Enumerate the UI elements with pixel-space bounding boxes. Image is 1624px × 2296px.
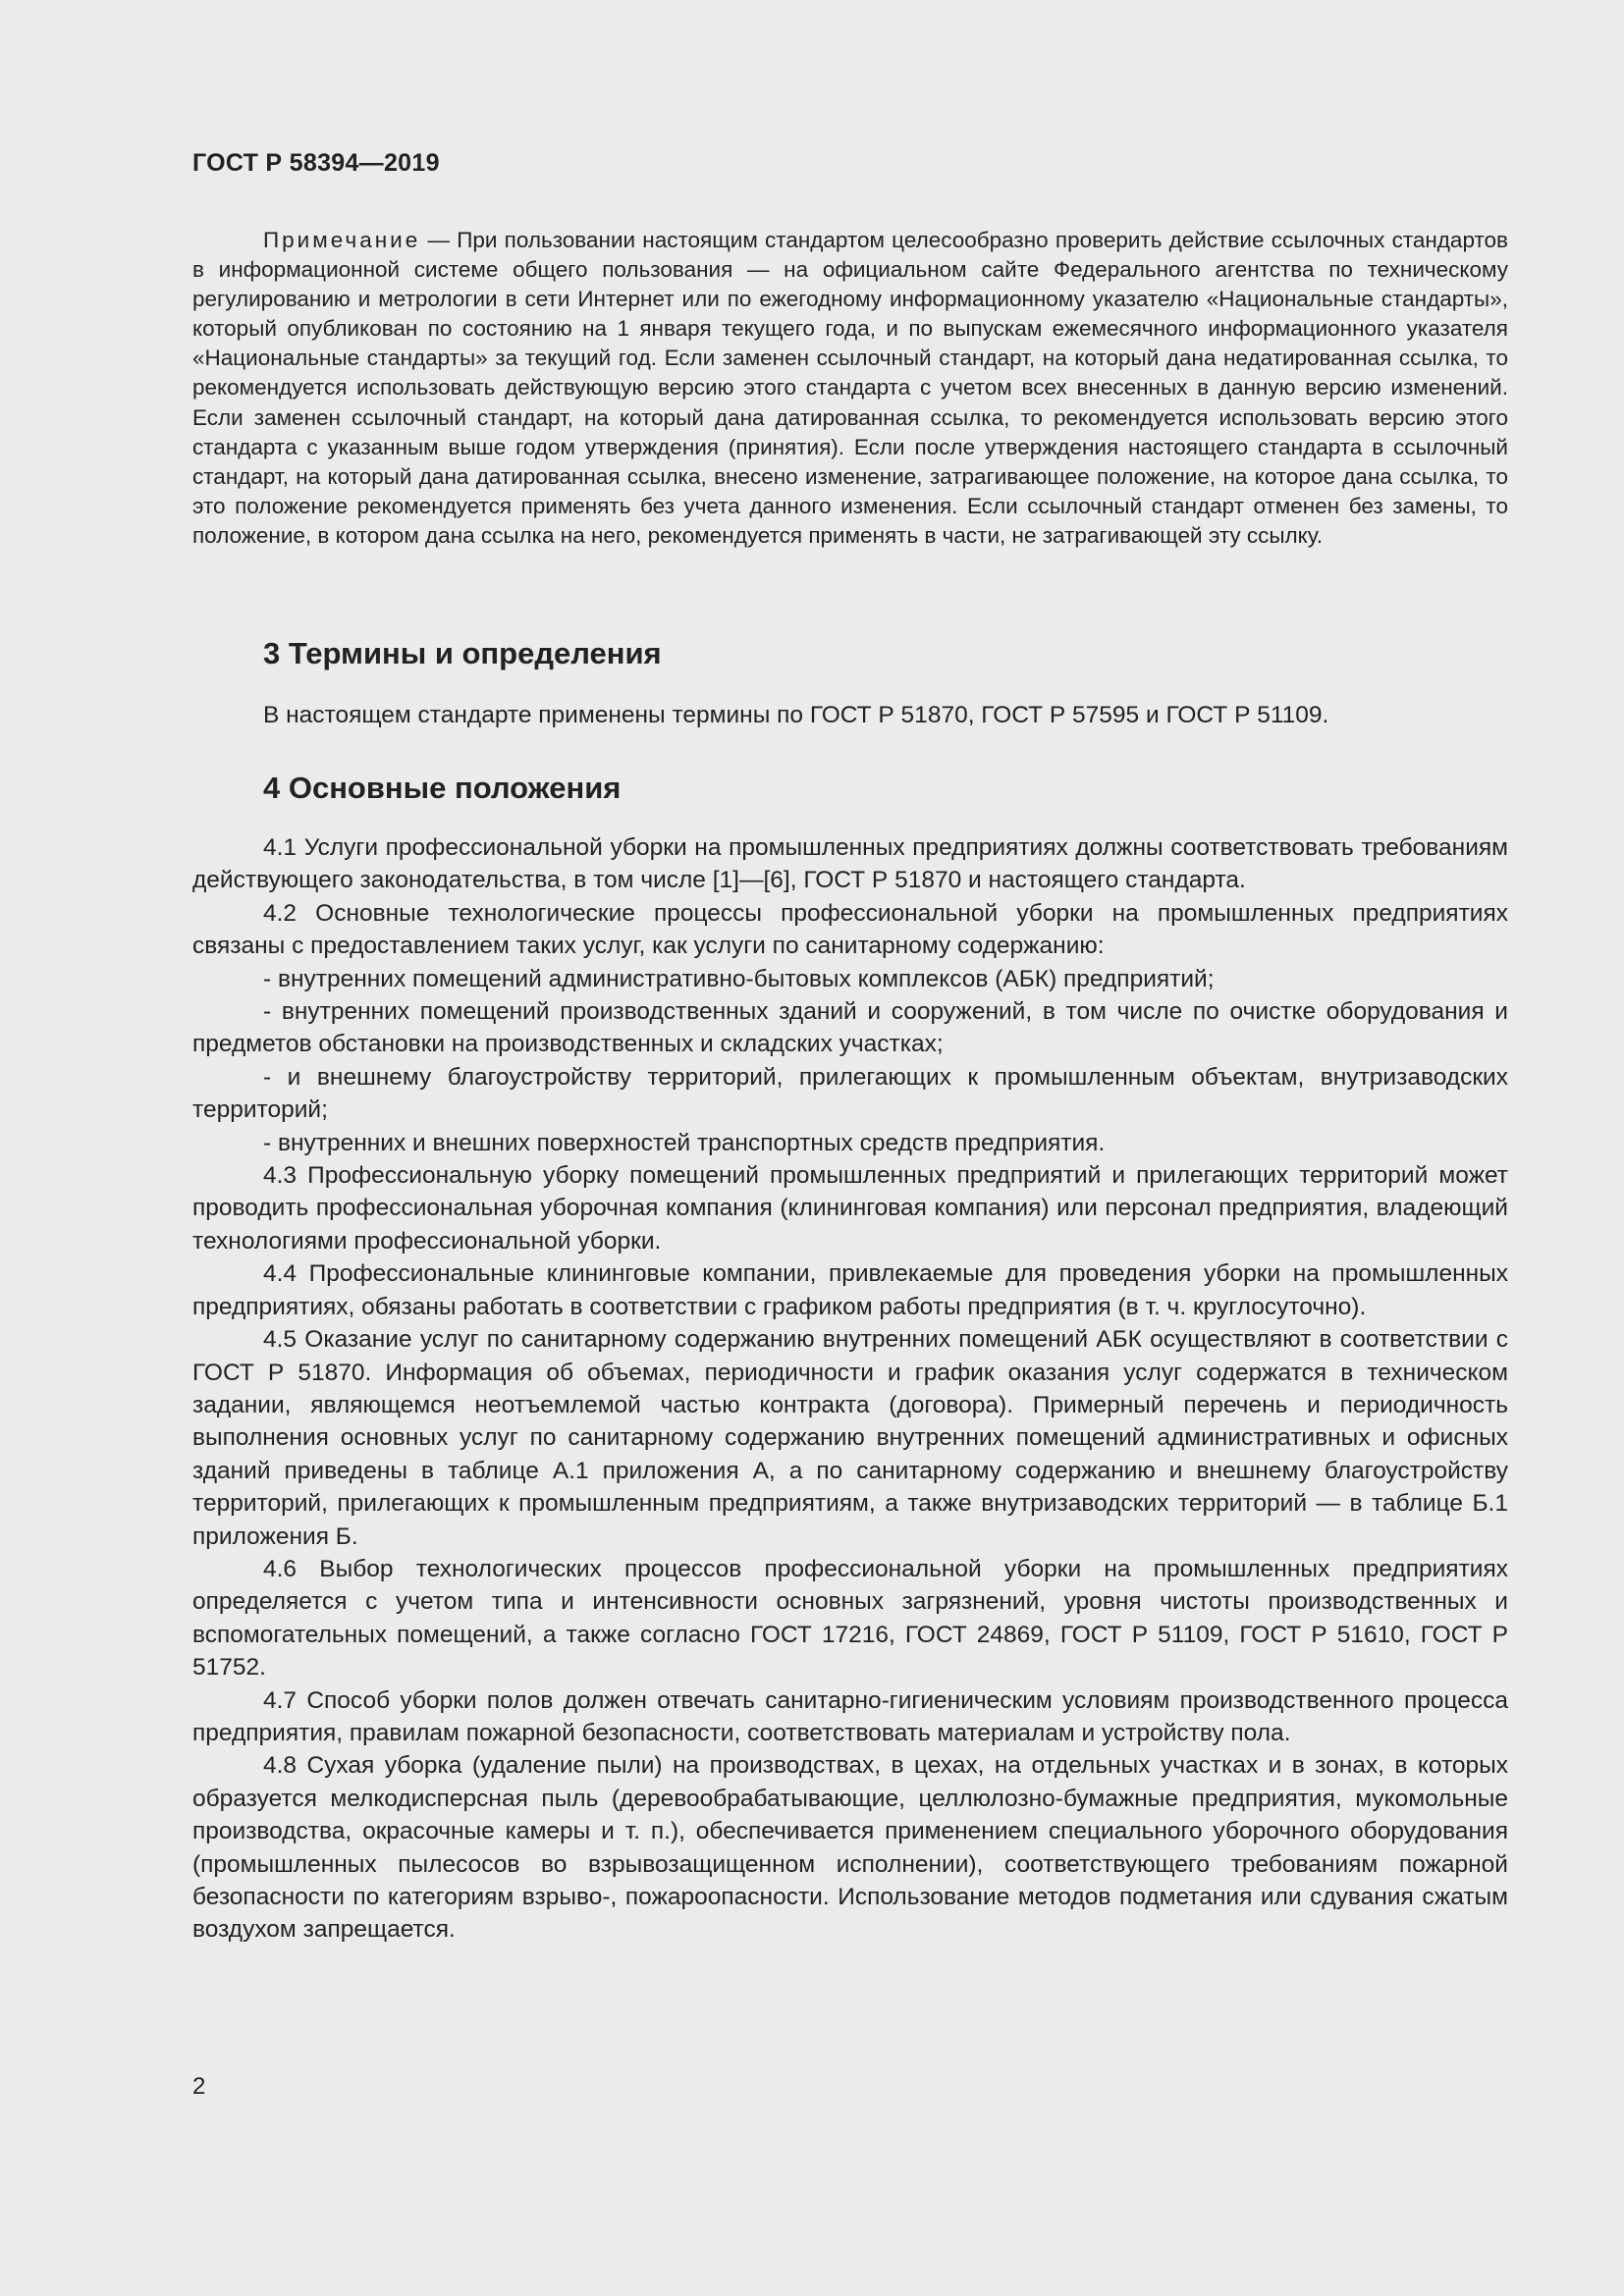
section-3-body: [192, 699, 1508, 731]
paragraph-4-3: 4.3 Профессиональную уборку помещений промышленных предприятий и прилегающих территорий может проводить профессиональная уборочная компания (клининговая компания) или персонал предприятия, владеющий технологиями профессиональной уборки.: [192, 1162, 1508, 1255]
page-number: 2: [192, 2073, 206, 2100]
list-item-vehicles: - внутренних и внешних поверхностей транспортных средств предприятия.: [263, 1129, 1106, 1156]
paragraph-4-8: 4.8 Сухая уборка (удаление пыли) на производствах, в цехах, на отдельных участках и в зонах, в которых образуется мелкодисперсная пыль (деревообрабатывающие, целлюлозно-бумажные предприятия, мукомольные производства, окрасочные камеры и т. п.), обеспечивается применением специального уборочного оборудования (промышленных пылесосов во взрывозащищенном исполнении), соответствующего требованиям пожарной безопасности по категориям взрыво-, пожароопасности. Использование методов подметания или сдувания сжатым воздухом запрещается.: [192, 1752, 1508, 1944]
list-item-abk: - внутренних помещений административно-бытовых комплексов (АБК) предприятий;: [263, 965, 1215, 992]
paragraph-4-1: 4.1 Услуги профессиональной уборки на промышленных предприятиях должны соответствовать требованиям действующего законодательства, в том числе [1]—[6], ГОСТ Р 51870 и настоящего стандарта.: [192, 834, 1508, 894]
paragraph-4-5: 4.5 Оказание услуг по санитарному содержанию внутренних помещений АБК осуществляют в соответствии с ГОСТ Р 51870. Информация об объемах, периодичности и график оказания услуг содержатся в техническом задании, являющемся неотъемлемой частью контракта (договора). Примерный перечень и периодичность выполнения основных услуг по санитарному содержанию внутренних помещений административных и офисных зданий приведены в таблице А.1 приложения А, а по санитарному содержанию и внешнему благоустройству территорий, прилегающих к промышленным предприятиям, а также внутризаводских территорий — в таблице Б.1 приложения Б.: [192, 1326, 1508, 1550]
section-3-heading: 3 Термины и определения: [263, 636, 662, 670]
list-item-production-buildings: - внутренних помещений производственных зданий и сооружений, в том числе по очистке оборудования и предметов обстановки на производственных и складских участках;: [192, 998, 1508, 1058]
note-text: — При пользовании настоящим стандартом целесообразно проверить действие ссылочных стандартов в информационной системе общего пользования — на официальном сайте Федерального агентства по техническому регулированию и метрологии в сети Интернет или по ежегодному информационному указателю «Национальные стандарты», который опубликован по состоянию на 1 января текущего года, и по выпускам ежемесячного информационного указателя «Национальные стандарты» за текущий год. Если заменен ссылочный стандарт, на который дана недатированная ссылка, то рекомендуется использовать действующую версию этого стандарта с учетом всех внесенных в данную версию изменений. Если заменен ссылочный стандарт, на который дана датированная ссылка, то рекомендуется использовать версию этого стандарта с указанным выше годом утверждения (принятия). Если после утверждения настоящего стандарта в ссылочный стандарт, на который дана датированная ссылка, внесено изменение, затрагивающее положение, на которое дана ссылка, то это положение рекомендуется применять без учета данного изменения. Если ссылочный стандарт отменен без замены, то положение, в котором дана ссылка на него, рекомендуется применять в части, не затрагивающей эту ссылку.: [192, 228, 1508, 548]
paragraph-4-6: 4.6 Выбор технологических процессов профессиональной уборки на промышленных предприятиях определяется с учетом типа и интенсивности основных загрязнений, уровня чистоты производственных и вспомогательных помещений, а также согласно ГОСТ 17216, ГОСТ 24869, ГОСТ Р 51109, ГОСТ Р 51610, ГОСТ Р 51752.: [192, 1555, 1508, 1682]
note-block: [192, 226, 1508, 551]
paragraph-4-4: 4.4 Профессиональные клининговые компании, привлекаемые для проведения уборки на промышленных предприятиях, обязаны работать в соответствии с графиком работы предприятия (в т. ч. круглосуточно).: [192, 1260, 1508, 1320]
paragraph-4-7: 4.7 Способ уборки полов должен отвечать санитарно-гигиеническим условиям производственного процесса предприятия, правилам пожарной безопасности, соответствовать материалам и устройству пола.: [192, 1686, 1508, 1746]
paragraph-4-2: 4.2 Основные технологические процессы профессиональной уборки на промышленных предприятиях связаны с предоставлением таких услуг, как услуги по санитарному содержанию:: [192, 899, 1508, 960]
section-4-heading: 4 Основные положения: [263, 771, 622, 805]
document-header-code: ГОСТ Р 58394—2019: [192, 149, 440, 177]
note-label: Примечание: [263, 228, 421, 252]
list-item-territories: - и внешнему благоустройству территорий, прилегающих к промышленным объектам, внутризаводских территорий;: [192, 1063, 1508, 1124]
section-4-body: [192, 831, 1508, 1947]
section-3-paragraph: В настоящем стандарте применены термины по ГОСТ Р 51870, ГОСТ Р 57595 и ГОСТ Р 51109.: [263, 702, 1329, 728]
